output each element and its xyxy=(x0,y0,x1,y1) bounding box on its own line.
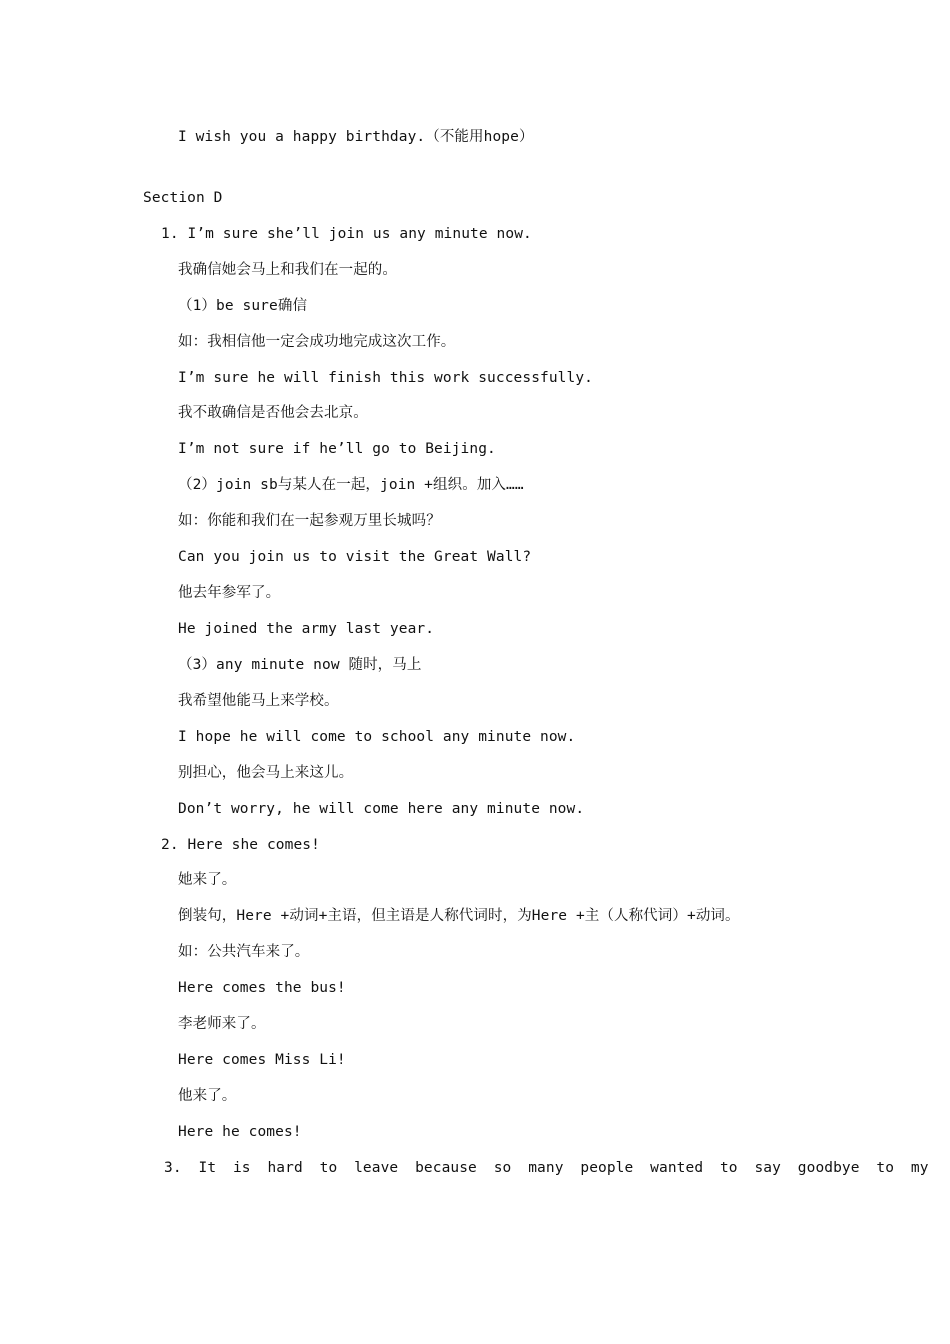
note-2-example-cn: 如：你能和我们在一起参观万里长城吗？ xyxy=(178,513,441,529)
item-2-example-en-2: Here comes Miss Li! xyxy=(178,1052,346,1068)
item-1-translation: 我确信她会马上和我们在一起的。 xyxy=(178,262,397,278)
item-2-example-cn-3: 他来了。 xyxy=(178,1088,237,1104)
note-3-example-cn: 我希望他能马上来学校。 xyxy=(178,693,339,709)
item-2-example-en-3: Here he comes! xyxy=(178,1124,302,1140)
note-2-example-cn-2: 他去年参军了。 xyxy=(178,585,281,601)
note-1-example-cn-2: 我不敢确信是否他会去北京。 xyxy=(178,405,368,421)
item-2-example-cn: 如：公共汽车来了。 xyxy=(178,944,310,960)
example-sentence: I wish you a happy birthday.（不能用hope） xyxy=(178,129,534,145)
item-2-grammar-note: 倒装句，Here +动词+主语，但主语是人称代词时，为Here +主（人称代词）+动词。 xyxy=(178,908,740,924)
note-1-heading: （1）be sure确信 xyxy=(178,298,308,314)
note-2-example-en-2: He joined the army last year. xyxy=(178,621,435,637)
section-heading: Section D xyxy=(143,190,223,206)
item-2-heading: 2. Here she comes! xyxy=(161,837,320,853)
note-1-example-en: I’m sure he will finish this work successfully. xyxy=(178,370,593,386)
note-3-example-en: I hope he will come to school any minute now. xyxy=(178,729,576,745)
item-2-example-cn-2: 李老师来了。 xyxy=(178,1016,266,1032)
item-2-translation: 她来了。 xyxy=(178,872,237,888)
note-1-example-cn: 如：我相信他一定会成功地完成这次工作。 xyxy=(178,334,456,350)
item-2-example-en: Here comes the bus! xyxy=(178,980,346,996)
item-3-heading: 3. It is hard to leave because so many people wanted to say goodbye to my xyxy=(164,1160,929,1176)
note-3-example-en-2: Don’t worry, he will come here any minute now. xyxy=(178,801,585,817)
note-3-example-cn-2: 别担心，他会马上来这儿。 xyxy=(178,765,354,781)
item-1-heading: 1. I’m sure she’ll join us any minute now. xyxy=(161,226,532,242)
note-3-heading: （3）any minute now 随时，马上 xyxy=(178,657,422,673)
note-2-example-en: Can you join us to visit the Great Wall? xyxy=(178,549,532,565)
note-2-heading: （2）join sb与某人在一起，join +组织。加入…… xyxy=(178,477,524,493)
note-1-example-en-2: I’m not sure if he’ll go to Beijing. xyxy=(178,441,496,457)
